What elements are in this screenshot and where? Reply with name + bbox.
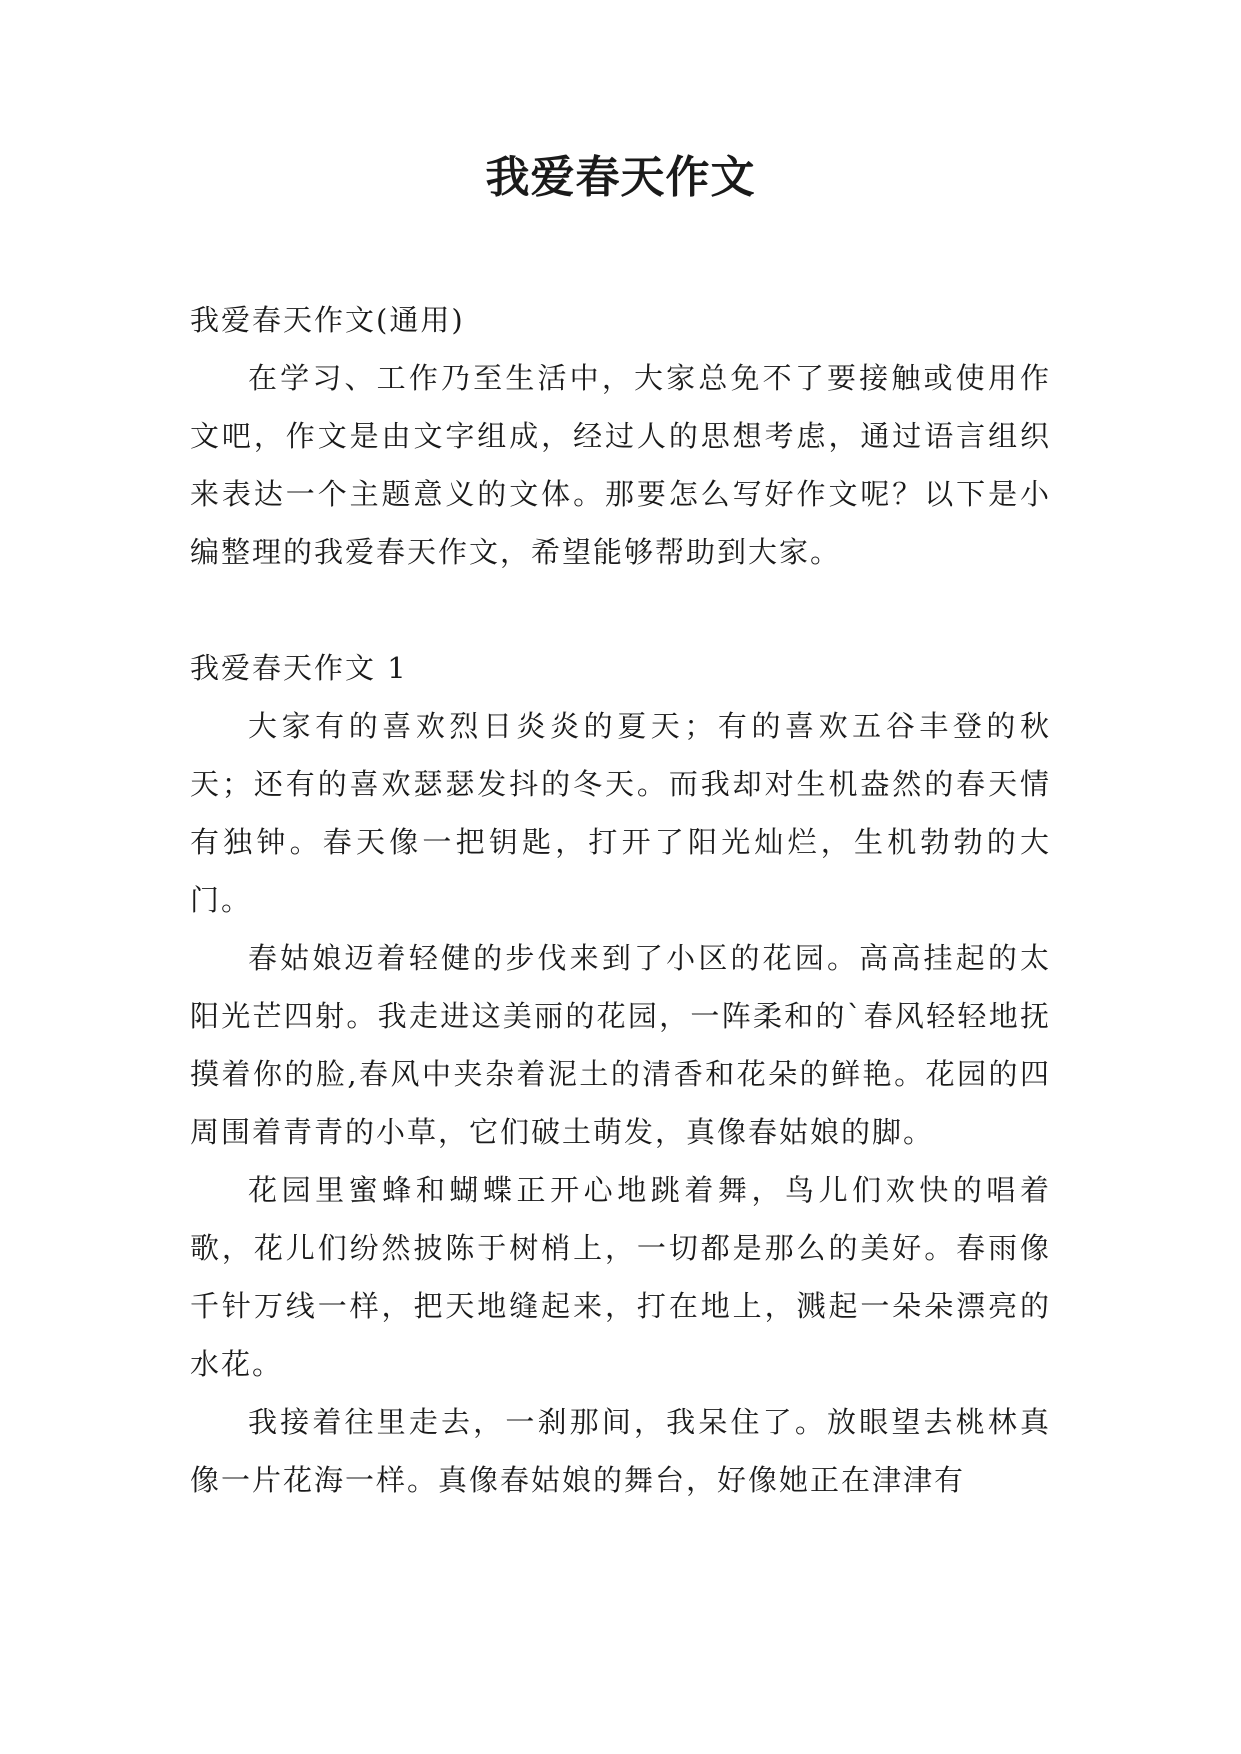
document-title: 我爱春天作文: [485, 152, 756, 203]
intro-heading: 我爱春天作文(通用): [190, 303, 465, 337]
essay-1-paragraph: 花园里蜜蜂和蝴蝶正开心地跳着舞，鸟儿们欢快的唱着歌，花儿们纷然披陈于树梢上，一切都是那么的美好。春雨像千针万线一样，把天地缝起来，打在地上，溅起一朵朵漂亮的水花。: [190, 1173, 1051, 1381]
document-body: [190, 291, 1051, 1509]
intro-paragraph: 在学习、工作乃至生活中，大家总免不了要接触或使用作文吧，作文是由文字组成，经过人的思想考虑，通过语言组织来表达一个主题意义的文体。那要怎么写好作文呢？以下是小编整理的我爱春天作文，希望能够帮助到大家。: [190, 361, 1051, 569]
essay-1-paragraph: 春姑娘迈着轻健的步伐来到了小区的花园。高高挂起的太阳光芒四射。我走进这美丽的花园，一阵柔和的`春风轻轻地抚摸着你的脸,春风中夹杂着泥土的清香和花朵的鲜艳。花园的四周围着青青的小草，它们破土萌发，真像春姑娘的脚。: [190, 941, 1051, 1149]
essay-1-paragraph: 我接着往里走去，一刹那间，我呆住了。放眼望去桃林真像一片花海一样。真像春姑娘的舞台，好像她正在津津有: [190, 1405, 1051, 1497]
section-spacer: [190, 581, 1051, 639]
essay-1-paragraph: 大家有的喜欢烈日炎炎的夏天；有的喜欢五谷丰登的秋天；还有的喜欢瑟瑟发抖的冬天。而我却对生机盎然的春天情有独钟。春天像一把钥匙，打开了阳光灿烂，生机勃勃的大门。: [190, 709, 1051, 917]
essay-1-heading: 我爱春天作文 1: [190, 651, 408, 685]
